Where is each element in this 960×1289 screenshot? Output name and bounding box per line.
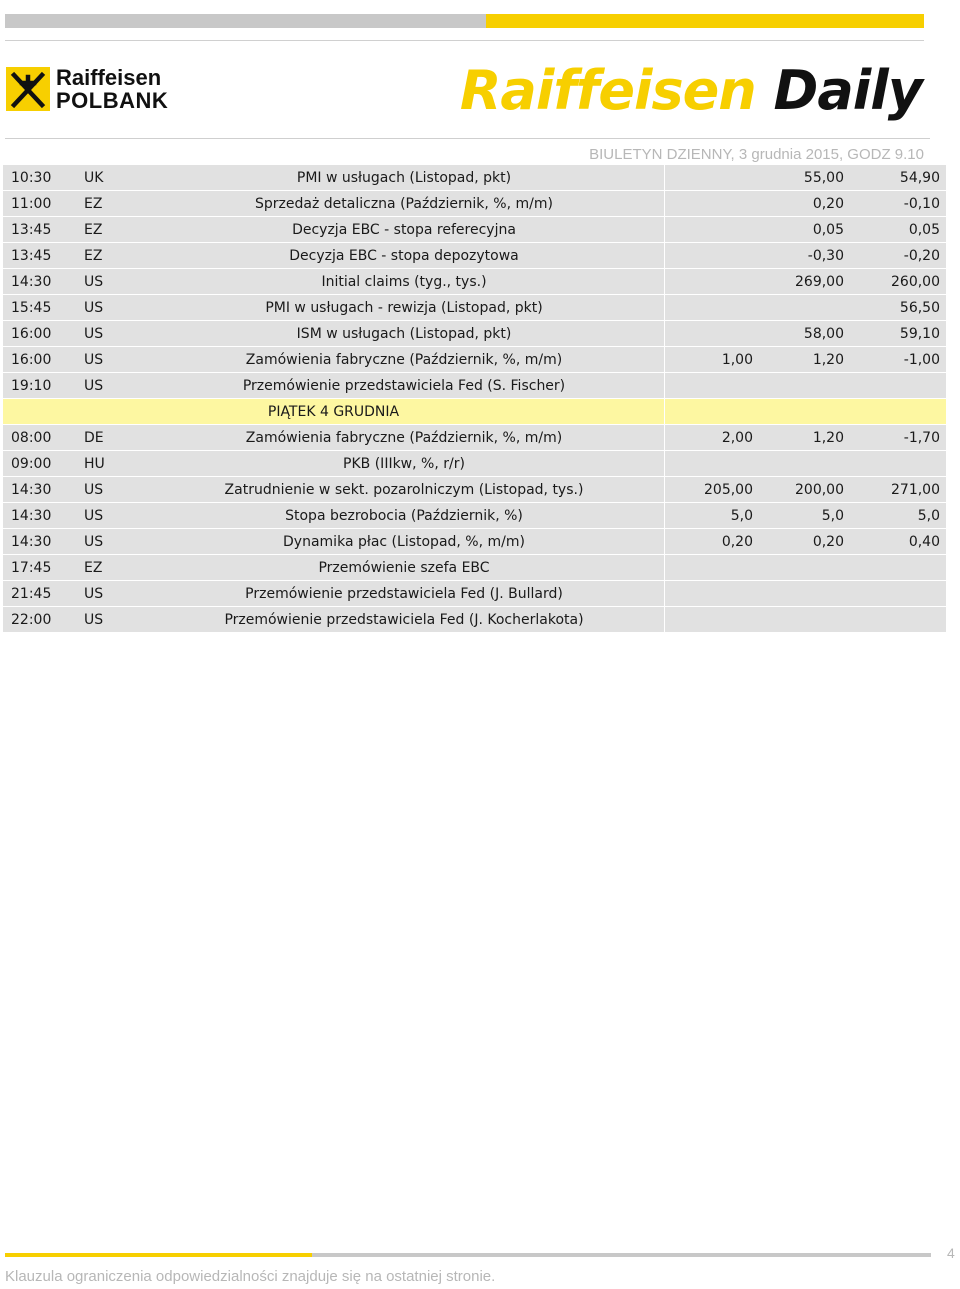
event-previous: 271,00 [852, 477, 946, 503]
event-previous: 5,0 [852, 503, 946, 529]
event-name: Stopa bezrobocia (Październik, %) [144, 503, 665, 529]
event-forecast [665, 373, 762, 399]
event-previous [852, 373, 946, 399]
event-name: PMI w usługach (Listopad, pkt) [144, 165, 665, 191]
event-forecast [665, 243, 762, 269]
event-forecast [665, 269, 762, 295]
brand-title-part1: Raiffeisen [459, 59, 756, 122]
table-row [3, 165, 946, 191]
event-country: EZ [76, 555, 144, 581]
table-row [3, 321, 946, 347]
event-forecast [665, 451, 762, 477]
brand-title-part2: Daily [773, 59, 922, 122]
event-previous: -1,00 [852, 347, 946, 373]
top-accent-bar-grey [5, 14, 486, 28]
economic-calendar-table [3, 165, 946, 633]
event-country: US [76, 529, 144, 555]
event-consensus: 58,00 [761, 321, 852, 347]
footer-accent-bar-yellow [5, 1253, 312, 1257]
day-header-row [3, 399, 946, 425]
bulletin-date-label: BIULETYN DZIENNY, 3 grudnia 2015, GODZ 9.10 [589, 146, 924, 163]
table-row [3, 555, 946, 581]
event-previous: 56,50 [852, 295, 946, 321]
event-time: 15:45 [3, 295, 76, 321]
event-consensus: 0,05 [761, 217, 852, 243]
event-time: 09:00 [3, 451, 76, 477]
table-row [3, 503, 946, 529]
event-time: 08:00 [3, 425, 76, 451]
event-country: US [76, 607, 144, 633]
table-row [3, 191, 946, 217]
table-row [3, 477, 946, 503]
event-country: US [76, 321, 144, 347]
event-forecast [665, 321, 762, 347]
event-forecast [665, 555, 762, 581]
event-forecast: 205,00 [665, 477, 762, 503]
event-previous [852, 555, 946, 581]
calendar-section-today [3, 165, 946, 399]
logo-text-line2: POLBANK [56, 88, 169, 113]
event-name: Przemówienie przedstawiciela Fed (J. Kocherlakota) [144, 607, 665, 633]
disclaimer-text: Klauzula ograniczenia odpowiedzialności znajduje się na ostatniej stronie. [5, 1268, 496, 1285]
event-consensus: 1,20 [761, 347, 852, 373]
event-time: 17:45 [3, 555, 76, 581]
event-previous: -0,10 [852, 191, 946, 217]
raiffeisen-polbank-logo [6, 64, 186, 114]
event-consensus [761, 295, 852, 321]
event-previous [852, 451, 946, 477]
event-name: Initial claims (tyg., tys.) [144, 269, 665, 295]
event-forecast: 5,0 [665, 503, 762, 529]
logo-text-line1: Raiffeisen [56, 65, 162, 90]
day-header-spacer [665, 399, 947, 425]
event-forecast [665, 295, 762, 321]
event-previous: 59,10 [852, 321, 946, 347]
event-consensus: 200,00 [761, 477, 852, 503]
event-time: 19:10 [3, 373, 76, 399]
event-name: PKB (IIIkw, %, r/r) [144, 451, 665, 477]
event-country: EZ [76, 243, 144, 269]
event-previous: 54,90 [852, 165, 946, 191]
event-name: Dynamika płac (Listopad, %, m/m) [144, 529, 665, 555]
event-forecast [665, 165, 762, 191]
event-previous: 0,40 [852, 529, 946, 555]
event-forecast [665, 217, 762, 243]
event-country: US [76, 477, 144, 503]
event-country: US [76, 347, 144, 373]
table-row [3, 269, 946, 295]
event-time: 14:30 [3, 503, 76, 529]
calendar-section-next-day [3, 425, 946, 633]
event-consensus: 55,00 [761, 165, 852, 191]
table-row [3, 581, 946, 607]
event-country: UK [76, 165, 144, 191]
event-forecast: 1,00 [665, 347, 762, 373]
event-consensus: 269,00 [761, 269, 852, 295]
table-row [3, 295, 946, 321]
event-name: Zamówienia fabryczne (Październik, %, m/m) [144, 347, 665, 373]
event-name: Decyzja EBC - stopa referecyjna [144, 217, 665, 243]
table-row [3, 451, 946, 477]
event-time: 14:30 [3, 477, 76, 503]
event-previous [852, 607, 946, 633]
event-forecast [665, 191, 762, 217]
top-divider [5, 40, 924, 41]
event-previous: 260,00 [852, 269, 946, 295]
table-row [3, 217, 946, 243]
event-forecast [665, 581, 762, 607]
event-time: 11:00 [3, 191, 76, 217]
event-time: 14:30 [3, 529, 76, 555]
event-time: 22:00 [3, 607, 76, 633]
table-row [3, 425, 946, 451]
footer-accent-bar-grey [312, 1253, 931, 1257]
event-country: HU [76, 451, 144, 477]
event-consensus [761, 373, 852, 399]
event-time: 16:00 [3, 321, 76, 347]
table-row [3, 347, 946, 373]
header-divider [5, 138, 930, 139]
event-time: 13:45 [3, 243, 76, 269]
event-country: US [76, 269, 144, 295]
day-header-label: PIĄTEK 4 GRUDNIA [3, 399, 665, 425]
event-consensus: 0,20 [761, 529, 852, 555]
table-row [3, 373, 946, 399]
event-country: US [76, 373, 144, 399]
event-name: Sprzedaż detaliczna (Październik, %, m/m) [144, 191, 665, 217]
calendar-day-divider [3, 399, 946, 425]
raiffeisen-daily-title [460, 56, 922, 126]
event-consensus [761, 607, 852, 633]
table-row [3, 607, 946, 633]
event-name: Przemówienie przedstawiciela Fed (S. Fischer) [144, 373, 665, 399]
event-consensus: 5,0 [761, 503, 852, 529]
page-number: 4 [947, 1245, 955, 1261]
event-consensus [761, 581, 852, 607]
event-name: Decyzja EBC - stopa depozytowa [144, 243, 665, 269]
event-consensus: 0,20 [761, 191, 852, 217]
event-country: DE [76, 425, 144, 451]
event-consensus: 1,20 [761, 425, 852, 451]
event-consensus [761, 451, 852, 477]
event-time: 14:30 [3, 269, 76, 295]
event-consensus: -0,30 [761, 243, 852, 269]
event-name: PMI w usługach - rewizja (Listopad, pkt) [144, 295, 665, 321]
event-previous: 0,05 [852, 217, 946, 243]
event-time: 21:45 [3, 581, 76, 607]
event-country: US [76, 295, 144, 321]
event-forecast [665, 607, 762, 633]
event-name: ISM w usługach (Listopad, pkt) [144, 321, 665, 347]
event-name: Przemówienie przedstawiciela Fed (J. Bullard) [144, 581, 665, 607]
event-country: EZ [76, 191, 144, 217]
event-name: Przemówienie szefa EBC [144, 555, 665, 581]
event-time: 10:30 [3, 165, 76, 191]
event-name: Zamówienia fabryczne (Październik, %, m/m) [144, 425, 665, 451]
event-forecast: 0,20 [665, 529, 762, 555]
event-country: US [76, 581, 144, 607]
event-previous: -1,70 [852, 425, 946, 451]
event-time: 13:45 [3, 217, 76, 243]
table-row [3, 529, 946, 555]
event-forecast: 2,00 [665, 425, 762, 451]
event-consensus [761, 555, 852, 581]
event-time: 16:00 [3, 347, 76, 373]
event-previous: -0,20 [852, 243, 946, 269]
table-row [3, 243, 946, 269]
event-country: US [76, 503, 144, 529]
event-country: EZ [76, 217, 144, 243]
raiffeisen-gable-cross-icon [6, 67, 50, 111]
event-name: Zatrudnienie w sekt. pozarolniczym (Listopad, tys.) [144, 477, 665, 503]
event-previous [852, 581, 946, 607]
top-accent-bar-yellow [486, 14, 924, 28]
